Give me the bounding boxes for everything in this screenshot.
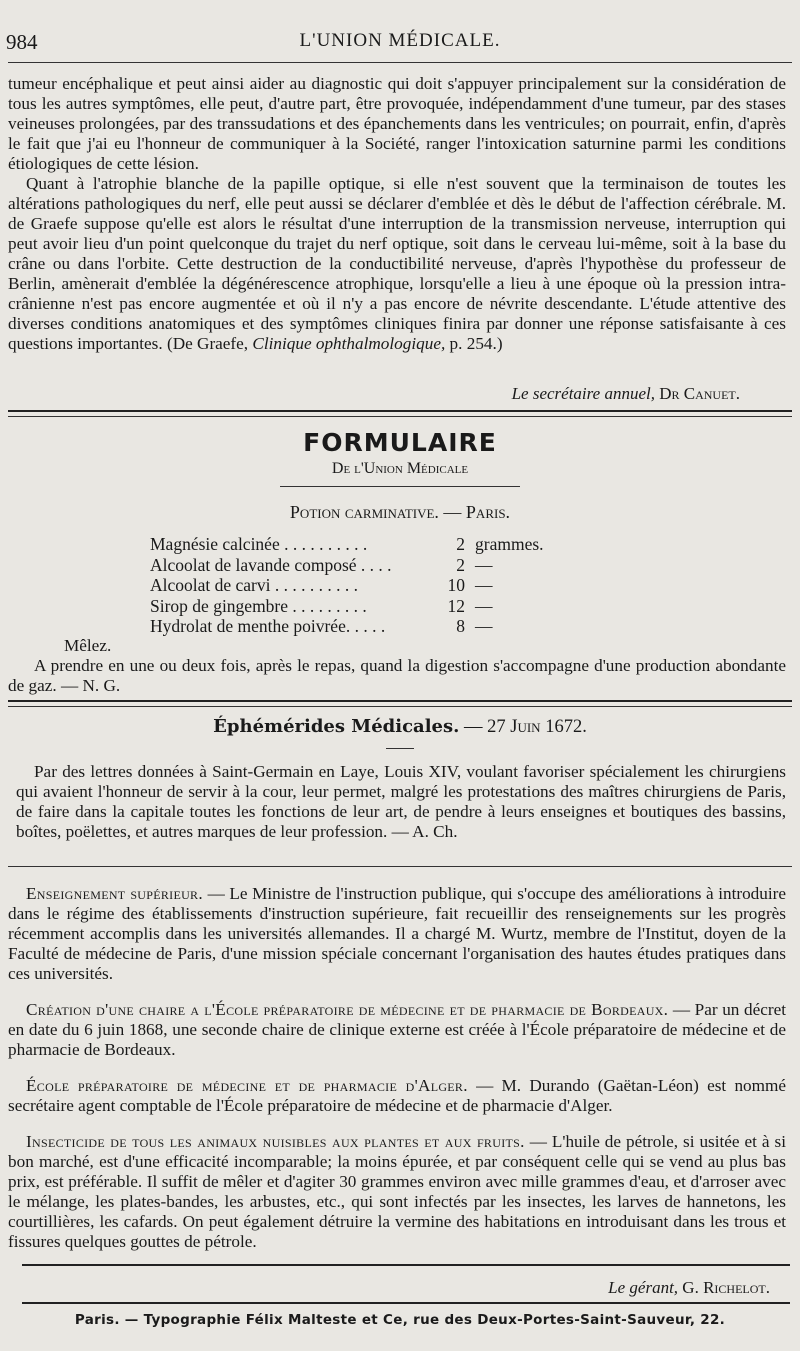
printer-imprint: Paris. — Typographie Félix Malteste et Ce, rue des Deux-Portes-Saint-Sauveur, 22. — [74, 1312, 726, 1328]
ingredient-quantity: 2 — [456, 554, 465, 575]
ingredient-name: Alcoolat de carvi . . . . . . . . . . — [150, 575, 359, 595]
ingredient-quantity: 12 — [447, 595, 465, 616]
article-paragraph-1: tumeur encéphalique et peut ainsi aider au diagnostic qui doit s'appuyer principalement sur la considération de tous les autres symptômes, elle peut, d'autre part, être provoquée, indépendamment d'une tumeur, par des stases veineuses prolongées, par des transsudations et des épanchements dans les ventricules; on pourrait, enfin, d'après le fait que j'ai eu l'honneur de communiquer à la Société, ranger l'intoxication saturnine parmi les conditions étiologiques de cette lésion. — [8, 74, 786, 173]
running-title: L'UNION MÉDICALE. — [299, 30, 501, 51]
gerant-name: G. Richelot. — [682, 1278, 770, 1297]
ingredient-unit: — — [475, 575, 493, 595]
ingredient-quantity: 8 — [456, 616, 465, 636]
news-item — [8, 1000, 786, 1060]
news-text: — Par un décret en date du 6 juin 1868, une seconde chaire de clinique externe est créée à l'École préparatoire de médecine et de pharmacie de Bordeaux. — [8, 1000, 786, 1059]
formulaire-divider — [280, 486, 520, 487]
ingredient-unit: — — [475, 595, 493, 616]
news-headline: Création d'une chaire a l'École préparatoire de médecine et de pharmacie de Bordeaux. — [26, 1000, 669, 1019]
paragraph-2-text: Quant à l'atrophie blanche de la papille optique, si elle n'est souvent que la terminaison de toutes les altérations pathologiques du nerf, elle peut aussi se déclarer d'emblée et dès le début de l'affection cérébrale. M. de Graefe suppose qu'elle est alors le résultat d'une interruption de la transmission nerveuse, interruption qui peut avoir lieu d'un point quelconque du trajet du nerf optique, soit dans le cerveau lui-même, soit à la base du crâne ou dans l'orbite. Cette destruction de la conductibilité nerveuse, d'après l'hypothèse du professeur de Berlin, amènerait d'emblée la dégénérescence atrophique, lorsqu'elle a lieu à une époque où la pression intra-crânienne n'est pas encore augmentée et où il n'y a pas encore de névrite descendante. L'étude attentive des diverses conditions anatomiques et des symptômes cliniques finira par donner une réponse satisfaisante à ces questions importantes. (De Graefe, — [8, 174, 786, 353]
recipe-instructions: A prendre en une ou deux fois, après le repas, quand la digestion s'accompagne d'une production abondante de gaz. — N. G. — [8, 656, 786, 695]
ephemerides-date: — 27 Juin 1672. — [464, 717, 587, 737]
signature-name: Dr Canuet. — [659, 384, 740, 403]
news-text: — Le Ministre de l'instruction publique, qui s'occupe des améliorations à introduire dans le régime des établissements d'instruction supérieure, fait recueillir des renseignements sur les progrès récemment accomplis dans les universités allemandes. Il a chargé M. Wurtz, membre de l'Institut, doyen de la Faculté de médecine de Paris, d'une mission spéciale concernant l'organisation des hautes études pratiques dans ces universités. — [8, 884, 786, 983]
footer-rule-bottom — [22, 1302, 790, 1304]
article-paragraph-2 — [8, 174, 786, 354]
formulaire-subtitle: De l'Union Médicale — [331, 460, 469, 477]
news-item — [8, 884, 786, 984]
ephemerides-title — [0, 716, 800, 738]
citation-page: p. 254.) — [449, 334, 503, 353]
signature-role: Le secrétaire annuel, — [511, 384, 655, 403]
ingredient-row — [150, 534, 550, 555]
melez-label: Mêlez. — [64, 636, 112, 655]
recipe-title: Potion carminative. — Paris. — [289, 502, 511, 522]
news-headline: Enseignement supérieur. — [26, 884, 203, 903]
secretary-signature — [512, 384, 740, 404]
ingredient-name: Alcoolat de lavande composé . . . . — [150, 554, 392, 575]
ingredient-row — [150, 596, 550, 617]
ingredient-name: Magnésie calcinée . . . . . . . . . . — [150, 534, 368, 554]
news-headline: Insecticide de tous les animaux nuisibles aux plantes et aux fruits. — [26, 1132, 525, 1151]
gerant-signature — [608, 1278, 770, 1298]
ingredient-row — [150, 575, 550, 596]
article-body — [8, 74, 786, 354]
ephemerides-heading: Éphémérides Médicales. — [213, 716, 460, 737]
section-rule-top — [8, 410, 792, 412]
gerant-role: Le gérant, — [608, 1278, 679, 1297]
header-rule — [8, 62, 792, 63]
formulaire-end-rule-top — [8, 700, 792, 702]
news-text: — L'huile de pétrole, si usitée et à si bon marché, est d'une efficacité incomparable; la moins épurée, et par conséquent celle qui se vend au plus bas prix, est préférable. Il suffit de mêler et d'agiter 30 grammes environ avec mille grammes d'eau, et d'arroser avec le mélange, les plates-bandes, les arbustes, etc., qui sont infectés par les insectes, les larves de hannetons, les courtillières, les cafards. On peut également détruire la vermine des habitations en introduisant dans les trous et fissures quelques gouttes de pétrole. — [8, 1132, 786, 1251]
footer-rule-top — [22, 1264, 790, 1266]
section-rule-bottom — [8, 416, 792, 417]
ingredient-unit: — — [475, 616, 493, 636]
ingredient-row — [150, 616, 550, 637]
news-headline: École préparatoire de médecine et de pharmacie d'Alger. — [26, 1076, 468, 1095]
news-item — [8, 1132, 786, 1252]
formulaire-end-rule-bottom — [8, 706, 792, 707]
page-number: 984 — [6, 30, 38, 54]
ephemerides-text: Par des lettres données à Saint-Germain en Laye, Louis XIV, voulant favoriser spécialement les chirurgiens qui avaient l'honneur de servir à la cour, leur permet, malgré les protestations des maîtres chirurgiens de Paris, de faire dans la capitale toutes les fonctions de leur art, de pendre à leurs enseignes et boutiques des bassins, boîtes, poëlettes, et autres marques de leur profession. — A. Ch. — [16, 762, 786, 841]
citation-title: Clinique ophthalmologique, — [252, 334, 446, 353]
ingredient-unit: grammes. — [475, 534, 544, 554]
news-item — [8, 1076, 786, 1116]
formulaire-title: FORMULAIRE — [303, 428, 497, 457]
recipe-instructions-block — [8, 656, 786, 696]
ephemerides-body — [16, 762, 786, 842]
page-header — [0, 28, 800, 58]
ingredient-quantity: 10 — [447, 575, 465, 595]
ingredient-row — [150, 555, 550, 576]
ephemerides-end-rule — [8, 866, 792, 867]
ephemerides-dash — [386, 748, 414, 749]
ingredient-unit: — — [475, 554, 493, 575]
ingredient-quantity: 2 — [456, 534, 465, 554]
ingredients-list — [150, 534, 550, 637]
news-text: — M. Durando (Gaëtan-Léon) est nommé secrétaire agent comptable de l'École préparatoire de médecine et de pharmacie d'Alger. — [8, 1076, 787, 1115]
ingredient-name: Hydrolat de menthe poivrée. . . . . — [150, 616, 386, 636]
news-section — [8, 884, 786, 1252]
ingredient-name: Sirop de gingembre . . . . . . . . . — [150, 595, 367, 616]
